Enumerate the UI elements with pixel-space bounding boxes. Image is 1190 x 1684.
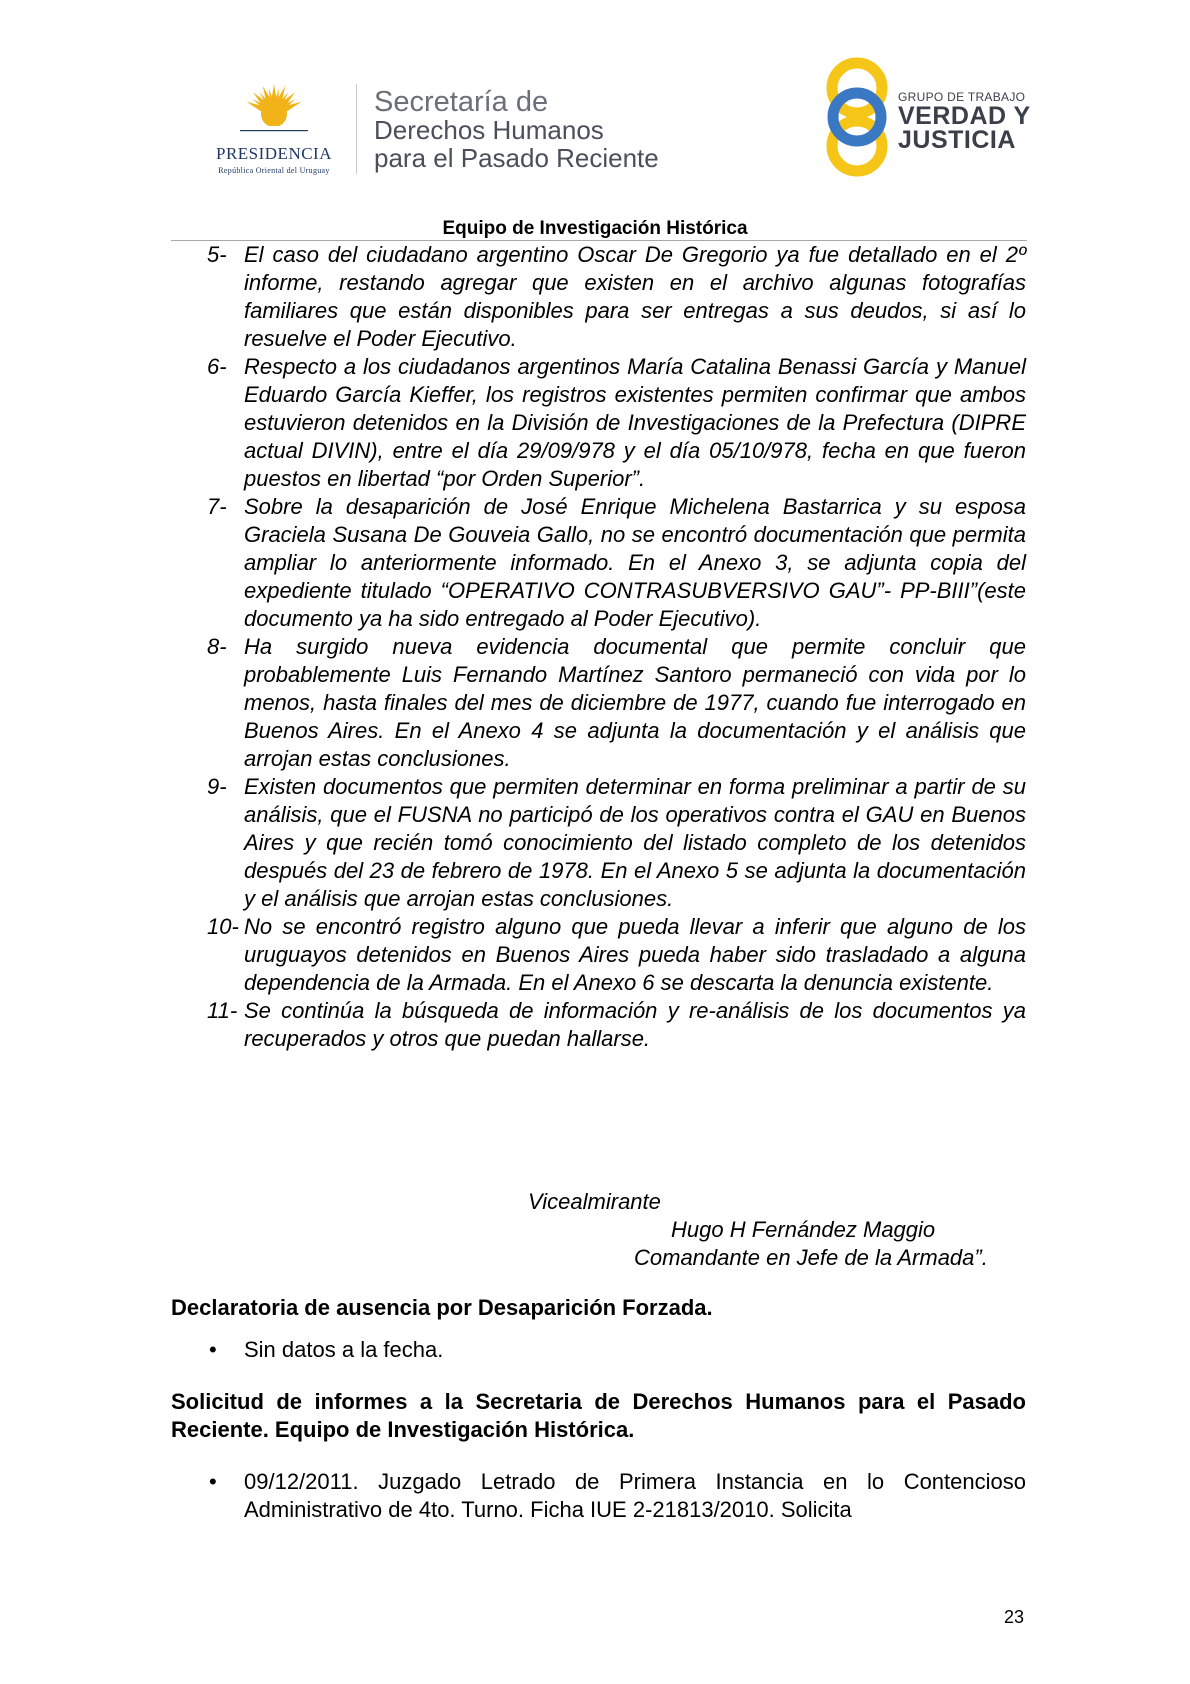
secretaria-logo-text — [374, 88, 659, 172]
sun-emblem-icon — [234, 80, 314, 144]
bullet-item — [171, 1468, 1026, 1524]
list-item — [171, 773, 1026, 913]
page-number: 23 — [1004, 1607, 1025, 1627]
list-item-number: 10- — [207, 914, 239, 939]
list-item-number: 5- — [207, 242, 227, 267]
secretaria-line-2: Derechos Humanos — [374, 115, 604, 145]
bullet-text: 09/12/2011. Juzgado Letrado de Primera Instancia en lo Contencioso Administrativo de 4to. Turno. Ficha IUE 2-21813/2010. Solicita — [244, 1469, 1026, 1522]
verdad-justicia-logo — [822, 54, 1032, 180]
list-item-number: 8- — [207, 634, 227, 659]
numbered-findings-list — [171, 241, 1026, 1053]
list-item — [171, 913, 1026, 997]
secretaria-line-1: Secretaría de — [374, 86, 549, 118]
presidencia-logo — [198, 80, 350, 180]
section-heading-solicitud: Solicitud de informes a la Secretaria de Derechos Humanos para el Pasado Reciente. Equipo de Investigación Histórica. — [171, 1389, 1026, 1442]
list-item-text: No se encontró registro alguno que pueda llevar a inferir que alguno de los uruguayos detenidos en Buenos Aires pueda haber sido trasladado a alguna dependencia de la Armada. En el Anexo 6 se descarta la denuncia existente. — [244, 914, 1026, 995]
bullet-marker: • — [209, 1337, 217, 1362]
gtvj-title-line-2: JUSTICIA — [898, 126, 1016, 154]
list-item-number: 6- — [207, 354, 227, 379]
list-item — [171, 633, 1026, 773]
presidencia-title: PRESIDENCIA — [215, 144, 332, 163]
list-item — [171, 997, 1026, 1053]
list-item-number: 7- — [207, 494, 227, 519]
running-header-title: Equipo de Investigación Histórica — [442, 218, 748, 239]
list-item-text: Se continúa la búsqueda de información y re-análisis de los documentos ya recuperados y otros que puedan hallarse. — [244, 998, 1026, 1051]
logo-divider — [356, 84, 357, 174]
list-item-text: Sobre la desaparición de José Enrique Michelena Bastarrica y su esposa Graciela Susana De Gouveia Gallo, no se encontró documentación que permita ampliar lo anteriormente informado. En el Anexo 3, se adjunta copia del expediente titulado “OPERATIVO CONTRASUBVERSIVO GAU”- PP-BIII”(este documento ya ha sido entregado al Poder Ejecutivo). — [244, 494, 1026, 631]
bullet-marker: • — [209, 1469, 217, 1494]
presidencia-subtitle: República Oriental del Uruguay — [218, 166, 330, 175]
section-heading-declaratoria: Declaratoria de ausencia por Desaparición Forzada. — [171, 1295, 713, 1320]
list-item-text: El caso del ciudadano argentino Oscar De Gregorio ya fue detallado en el 2º informe, restando agregar que existen en el archivo algunas fotografías familiares que están disponibles para ser entregas a sus deudos, si así lo resuelve el Poder Ejecutivo. — [244, 242, 1026, 351]
bullet-item — [171, 1336, 1026, 1364]
list-item — [171, 241, 1026, 353]
document-header — [0, 0, 1190, 239]
secretaria-line-3: para el Pasado Reciente — [374, 143, 659, 173]
list-item-number: 11- — [207, 998, 238, 1023]
signature-position: Comandante en Jefe de la Armada”. — [634, 1245, 988, 1270]
list-item-text: Existen documentos que permiten determinar en forma preliminar a partir de su análisis, que el FUSNA no participó de los operativos contra el GAU en Buenos Aires y que recién tomó conocimiento del listado completo de los detenidos después del 23 de febrero de 1978. En el Anexo 5 se adjunta la documentación y el análisis que arrojan estas conclusiones. — [244, 774, 1026, 911]
signature-name: Hugo H Fernández Maggio — [671, 1217, 936, 1242]
list-item — [171, 493, 1026, 633]
interlocking-rings-icon — [822, 54, 892, 180]
list-item — [171, 353, 1026, 493]
list-item-text: Ha surgido nueva evidencia documental que permite concluir que probablemente Luis Fernando Martínez Santoro permaneció con vida por lo menos, hasta finales del mes de diciembre de 1977, cuando fue interrogado en Buenos Aires. En el Anexo 4 se adjunta la documentación y el análisis que arrojan estas conclusiones. — [244, 634, 1026, 771]
signature-rank: Vicealmirante — [528, 1189, 661, 1214]
list-item-number: 9- — [207, 774, 227, 799]
bullet-text: Sin datos a la fecha. — [244, 1337, 444, 1362]
gtvj-subtitle: GRUPO DE TRABAJO — [898, 90, 1026, 104]
list-item-text: Respecto a los ciudadanos argentinos María Catalina Benassi García y Manuel Eduardo García Kieffer, los registros existentes permiten confirmar que ambos estuvieron detenidos en la División de Investigaciones de la Prefectura (DIPRE actual DIVIN), entre el día 29/09/978 y el día 05/10/978, fecha en que fueron puestos en libertad “por Orden Superior”. — [244, 354, 1026, 491]
gtvj-title-line-1: VERDAD Y — [898, 102, 1031, 130]
